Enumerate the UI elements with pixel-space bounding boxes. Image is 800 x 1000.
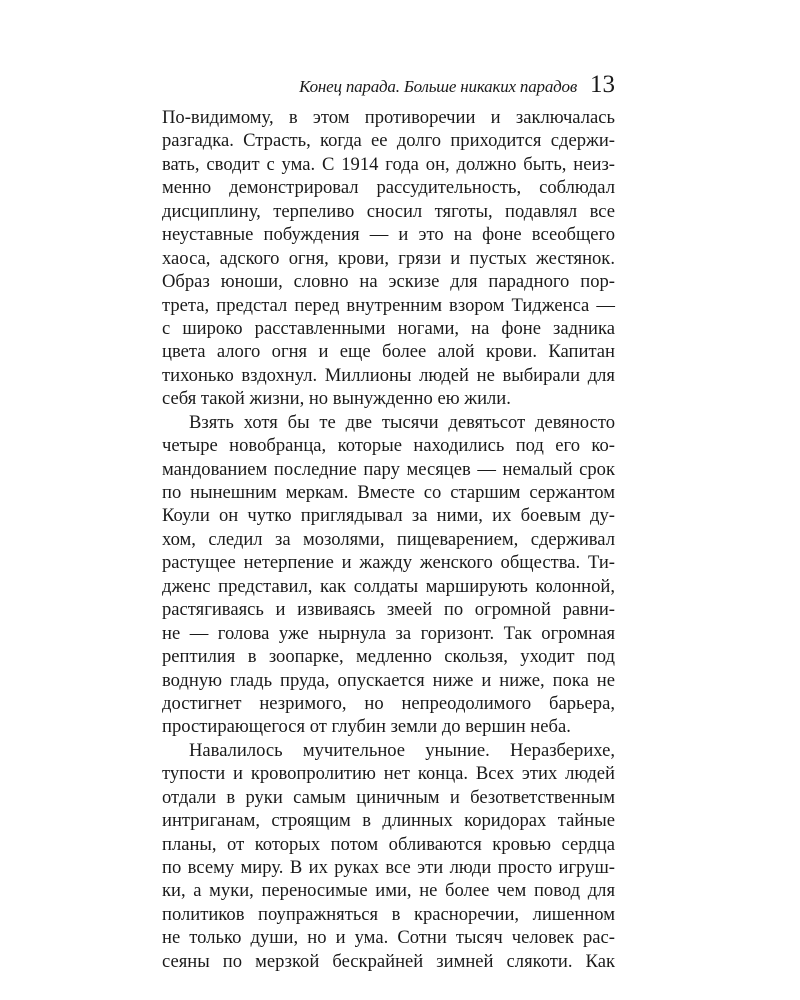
text-line: растущее нетерпение и жажду женского общества. Ти-	[162, 552, 615, 574]
text-line: Взять хотя бы те две тысячи девятьсот девяносто	[189, 411, 615, 433]
text-line: водную гладь пруда, опускается ниже и ниже, пока не	[162, 669, 615, 691]
text-line: дженс представил, как солдаты марширують колонной,	[162, 575, 615, 597]
text-line: сеяны по мерзкой бескрайней зимней слякоти. Как	[162, 950, 615, 972]
text-line: цвета алого огня и еще более алой крови. Капитан	[162, 341, 615, 363]
text-line: себя такой жизни, но вынужденно ею жили.	[162, 388, 511, 410]
text-line: Образ юноши, словно на эскизе для парадного пор-	[162, 271, 615, 293]
paragraph	[162, 411, 615, 739]
text-line: планы, от которых потом обливаются кровью сердца	[162, 833, 615, 855]
text-line: хом, следил за мозолями, пищеварением, сдерживал	[162, 528, 615, 550]
text-line: дисциплину, терпеливо сносил тяготы, подавлял все	[162, 200, 615, 222]
text-line: рептилия в зоопарке, медленно скользя, уходит под	[162, 646, 615, 668]
running-title: Конец парада. Больше никаких парадов	[299, 77, 577, 96]
text-line: хаоса, адского огня, крови, грязи и пустых жестянок.	[162, 247, 615, 269]
paragraph	[162, 106, 615, 411]
running-head	[162, 72, 615, 104]
text-line: с широко расставленными ногами, на фоне задника	[162, 317, 615, 339]
text-line: ки, а муки, переносимые ими, не более чем повод для	[162, 880, 615, 902]
text-line: интриганам, строящим в длинных коридорах тайные	[162, 810, 615, 832]
text-line: отдали в руки самым циничным и безответственным	[162, 786, 615, 808]
page-number: 13	[590, 71, 615, 98]
body-text	[162, 106, 615, 973]
text-line: Навалилось мучительное уныние. Неразберихе,	[189, 739, 615, 761]
text-line: Коули он чутко приглядывал за ними, их боевым ду-	[162, 505, 615, 527]
text-line: По-видимому, в этом противоречии и заключалась	[162, 107, 615, 128]
text-line: по всему миру. В их руках все эти люди просто игруш-	[162, 857, 615, 878]
text-line: по нынешним меркам. Вместе со старшим сержантом	[162, 482, 615, 503]
text-line: политиков поупражняться в красноречии, лишенном	[162, 903, 615, 925]
text-line: тупости и кровопролитию нет конца. Всех этих людей	[162, 763, 615, 785]
text-line: простирающегося от глубин земли до вершин неба.	[162, 716, 571, 738]
text-line: тихонько вздохнул. Миллионы людей не выбирали для	[162, 364, 615, 386]
text-line: вать, сводит с ума. С 1914 года он, должно быть, неиз-	[162, 153, 615, 175]
text-line: неуставные побуждения — и это на фоне всеобщего	[162, 224, 615, 246]
text-line: достигнет незримого, но непреодолимого барьера,	[162, 692, 615, 714]
text-line: трета, предстал перед внутренним взором Тидженса —	[162, 294, 615, 316]
text-line: растягиваясь и извиваясь змеей по огромной равни-	[162, 599, 615, 621]
text-line: менно демонстрировал рассудительность, соблюдал	[162, 177, 615, 199]
text-line: разгадка. Страсть, когда ее долго приходится сдержи-	[162, 130, 615, 152]
text-line: мандованием последние пару месяцев — немалый срок	[162, 458, 615, 480]
text-line: четыре новобранца, которые находились под его ко-	[162, 435, 615, 457]
paragraph	[162, 739, 615, 973]
text-line: не только души, но и ума. Сотни тысяч человек рас-	[162, 927, 615, 949]
text-line: не — голова уже нырнула за горизонт. Так огромная	[162, 622, 615, 644]
